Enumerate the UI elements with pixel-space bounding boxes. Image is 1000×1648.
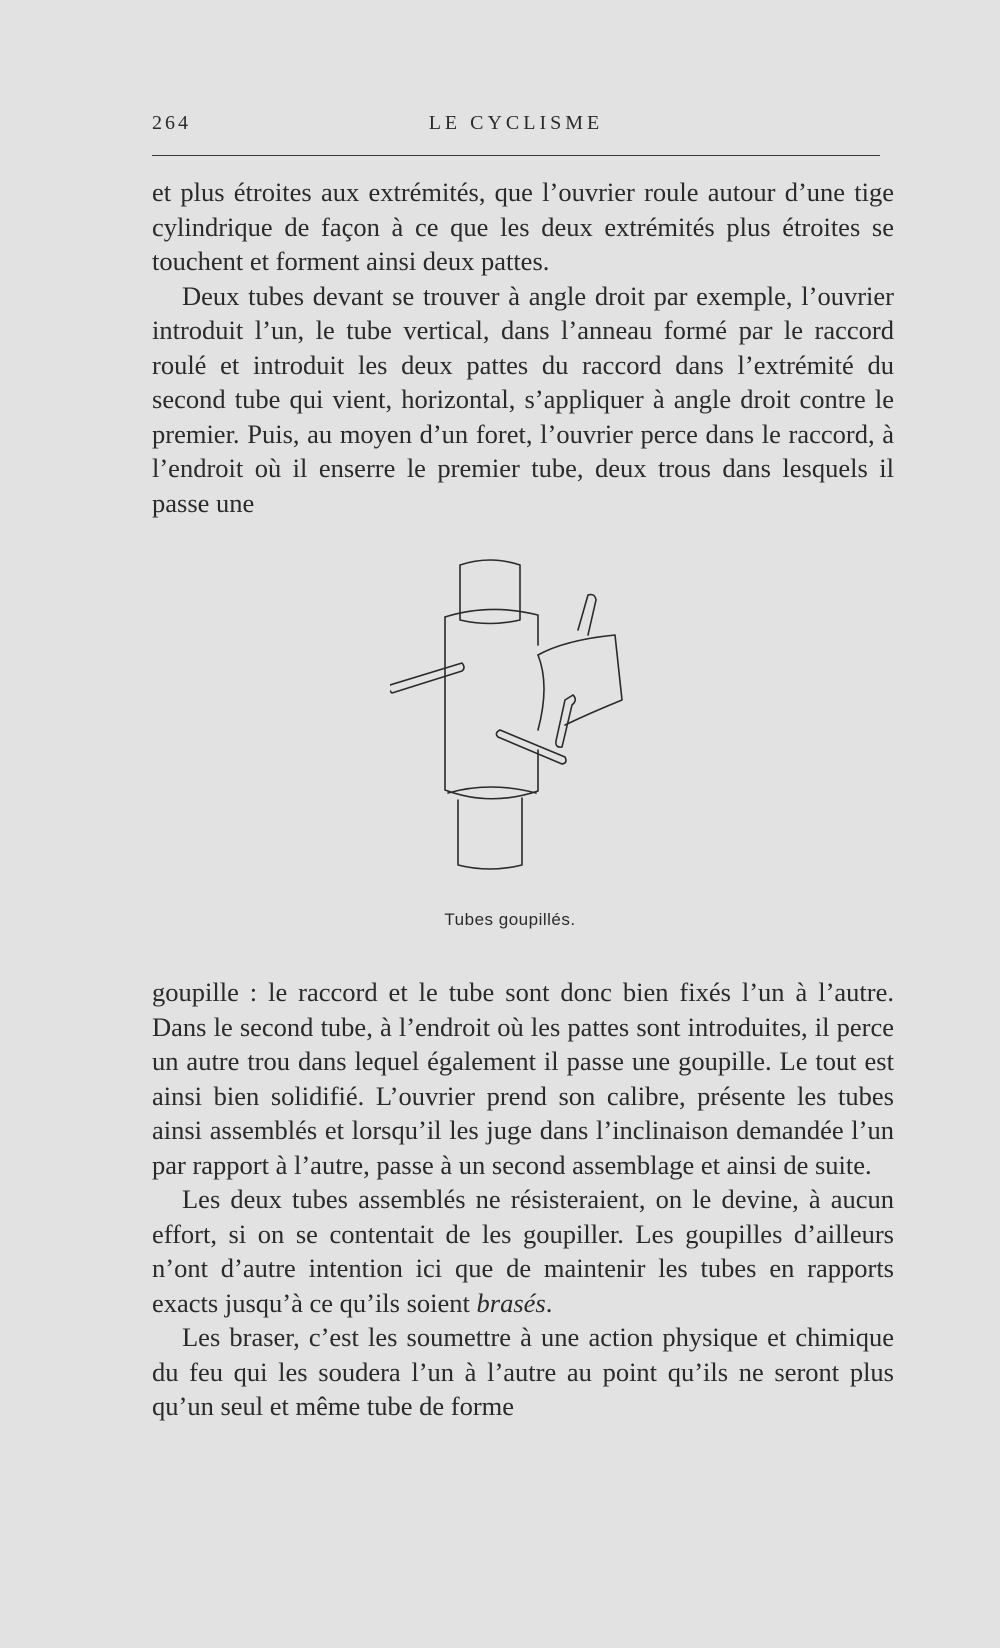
- branch-tube: [538, 635, 622, 725]
- italic-term: brasés: [476, 1287, 546, 1318]
- page-number: 264: [152, 112, 191, 134]
- figure-caption: Tubes goupillés.: [444, 910, 576, 929]
- paragraph-text: Les deux tubes assemblés ne résisteraient, on le devine, à aucun effort, si on se contentait de les goupiller. Les goupilles d’ailleurs n’ont d’autre intention ici que de maintenir les tubes en rapports exacts jusqu’à ce qu’ils soient: [152, 1184, 894, 1318]
- running-title: LE CYCLISME: [428, 112, 604, 134]
- paragraph-continued: goupille : le raccord et le tube sont donc bien fixés l’un à l’autre. Dans le second tube, à l’endroit où les pattes sont introduites, il perce un autre trou dans lequel également il passe une goupille. Le tout est ainsi bien solidifié. L’ouvrier prend son calibre, présente les tubes ainsi assemblés et lorsqu’il les juge dans l’inclinaison demandée l’un par rapport à l’autre, passe à un second assemblage et ainsi de suite.: [152, 977, 894, 1180]
- header-rule: [152, 155, 880, 156]
- pin-lower: [496, 730, 566, 764]
- page-header: [152, 112, 880, 142]
- paragraph: [152, 1182, 894, 1320]
- paragraph: Deux tubes devant se trouver à angle droit par exemple, l’ouvrier introduit l’un, le tube vertical, dans l’anneau formé par le raccord roulé et introduit les deux pattes du raccord dans l’extrémité du second tube qui vient, horizontal, s’appliquer à angle droit contre le premier. Puis, au moyen d’un foret, l’ouvrier perce dans le raccord, à l’endroit où il enserre le premier tube, deux trous dans lesquels il passe une: [152, 280, 894, 518]
- sleeve-top: [445, 609, 538, 645]
- pin-upper-right: [578, 595, 596, 635]
- lower-tube: [458, 798, 522, 869]
- paragraph: Les braser, c’est les soumettre à une action physique et chimique du feu qui les soudera l’un à l’autre au point qu’ils ne seront plus qu’un seul et même tube de forme: [152, 1322, 894, 1421]
- text-block-bottom: [152, 975, 894, 1424]
- sleeve-body: [445, 617, 538, 799]
- sleeve-rim: [448, 787, 536, 793]
- paragraph-continued: et plus étroites aux extrémités, que l’ouvrier roule autour d’une tige cylindrique de façon à ce que les deux extrémités plus étroites se touchent et forment ainsi deux pattes.: [152, 177, 894, 276]
- text-block-top: [152, 175, 894, 520]
- branch-joint: [538, 655, 544, 730]
- tubes-illustration: [390, 555, 670, 905]
- pin-left: [390, 663, 464, 693]
- upper-tube: [460, 560, 520, 624]
- paragraph-punctuation: .: [545, 1287, 553, 1318]
